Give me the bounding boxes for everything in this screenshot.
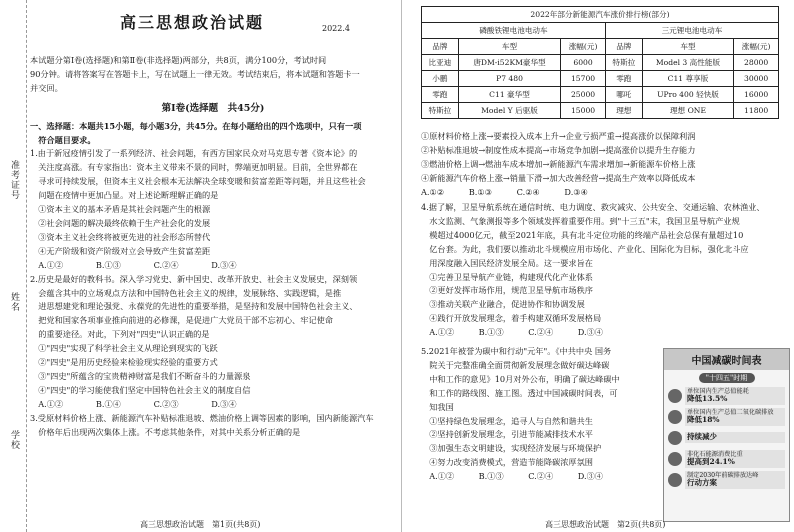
- table-group-lfp: 磷酸铁锂电池电动车: [422, 23, 606, 39]
- q4-line: 水文监测、气象测报等多个领域发挥着重要作用。到"十三五"末，我国卫星导航产业规: [421, 215, 740, 226]
- timeline-item: [668, 470, 785, 489]
- wind-turbine-icon: [668, 452, 682, 466]
- question-2: [30, 273, 396, 412]
- table-cell: 比亚迪: [422, 55, 459, 71]
- timeline-item-text: 单位国内生产总值二氧化碳排放: [687, 408, 774, 416]
- q5-line: 知我国: [421, 401, 454, 412]
- question-5: [421, 345, 666, 484]
- carbon-timeline-figure: [663, 348, 790, 522]
- q4-line: 亿台套。为此，我们要以推动北斗规模应用市场化、产业化、国际化为目标，强化北斗应: [421, 243, 749, 254]
- q5-line: 中和工作的意见》10月对外公布，明确了碳达峰碳中: [421, 373, 620, 384]
- timeline-item: [668, 449, 785, 468]
- timeline-item-value: 降低18%: [687, 415, 720, 424]
- q2-line: 的重要途径。对此，下列对"四史"认识正确的是: [30, 329, 210, 340]
- table-group-ncm: 三元锂电池电动车: [605, 23, 778, 39]
- table-header: 品牌: [422, 39, 459, 55]
- instruction-line: 符合题目要求。: [30, 134, 96, 145]
- timeline-title: 中国减碳时间表: [664, 349, 789, 370]
- table-cell: 理想 ONE: [642, 103, 734, 119]
- exam-date: 2022.4: [322, 24, 350, 33]
- school-label: 学校: [9, 430, 19, 450]
- table-cell: 哪吒: [605, 87, 642, 103]
- table-cell: Model 3 高性能版: [642, 55, 734, 71]
- table-cell: 零跑: [605, 71, 642, 87]
- table-header: 车型: [458, 39, 560, 55]
- q3-choices: A.①② B.①③ C.②④ D.③④: [421, 186, 588, 197]
- table-title: 2022年部分新能源汽车涨价排行榜(部分): [422, 7, 779, 23]
- table-cell: 11800: [734, 103, 779, 119]
- table-cell: C11 尊享版: [642, 71, 734, 87]
- table-cell: C11 豪华型: [458, 87, 560, 103]
- instruction-line: 一、选择题：本题共15小题，每小题3分，共45分。在每小题给出的四个选项中，只有一项: [30, 120, 362, 131]
- table-row: [422, 71, 779, 87]
- q2-option: ③"四史"所蕴含的宝贵精神财富是我们不断奋斗的力量源泉: [30, 370, 251, 381]
- timeline-item: [668, 407, 785, 426]
- q2-line: 把党和国家各项事业推向前进的必修课，是促进广大党员干部不忘初心、牢记使命: [30, 315, 333, 326]
- section-heading: 第Ⅰ卷(选择题 共45分): [161, 102, 265, 114]
- co2-icon: [668, 410, 682, 424]
- q1-line: 问题在疫情中更加凸显。对上述论断理解正确的是: [30, 190, 219, 201]
- q1-option: ④无产阶级和资产阶级对立会导致产生贫富差距: [30, 245, 211, 256]
- question-1: [30, 147, 396, 272]
- table-cell: P7 480: [458, 71, 560, 87]
- exam-page-2: [405, 0, 794, 532]
- table-header: 品牌: [605, 39, 642, 55]
- q3-option: ④新能源汽车价格上涨→销量下滑→加大改善经营→提高生产效率以降低成本: [421, 172, 696, 183]
- table-row: [422, 55, 779, 71]
- table-cell: 15000: [561, 103, 606, 119]
- q3-option: ①原材料价格上涨→要素投入成本上升→企业亏损严重→提高涨价以保障利润: [421, 131, 696, 141]
- q5-line: 5.2021年被誉为碳中和行动"元年"。《中共中央 国务: [421, 346, 612, 356]
- table-cell: UPro 400 轻快版: [642, 87, 734, 103]
- q4-line: 用深度融入国民经济发展全局。这一要求旨在: [421, 257, 593, 268]
- timeline-item-value: 降低13.5%: [687, 394, 728, 403]
- q2-option: ④"四史"的学习能使我们坚定中国特色社会主义的制度自信: [30, 384, 251, 395]
- exam-number-label: 准考证号: [9, 160, 19, 200]
- q5-option: ②坚持创新发展理念，引进节能减排技术水平: [421, 429, 593, 440]
- exam-body: [30, 54, 396, 439]
- q5-option: ③加强生态文明建设，实现经济发展与环境保护: [421, 443, 602, 454]
- cloud-icon: [668, 431, 682, 445]
- q4-option: ③推动关联产业融合，促进协作和协调发展: [421, 299, 585, 310]
- q1-line: 1.由于新冠疫情引发了一系列经济、社会问题，有西方国家民众对马克思专著《资本论》的: [30, 148, 358, 159]
- intro-line: 并交回。: [30, 82, 63, 93]
- timeline-item-value: 行动方案: [687, 478, 717, 487]
- timeline-item-value: 持续减少: [687, 432, 717, 442]
- timeline-item-text: 非化石能源消费比重: [687, 450, 743, 458]
- table-cell: 特斯拉: [422, 103, 459, 119]
- page-divider: [401, 0, 402, 532]
- q1-choices: A.①② B.①③ C.②④ D.③④: [30, 259, 237, 270]
- q5-option: ①坚持绿色发展理念，追寻人与自然和谐共生: [421, 415, 593, 426]
- page-footer: 高三思想政治试题 第2页(共8页): [545, 520, 666, 529]
- factory-icon: [668, 389, 682, 403]
- q5-choices: A.①② B.①③ C.②④ D.③④: [421, 471, 603, 482]
- q1-option: ①资本主义的基本矛盾是其社会问题产生的根源: [30, 204, 211, 215]
- q5-line: 和工作的路线图、施工图。透过中国减碳时间表，可: [421, 387, 618, 398]
- table-row: [422, 103, 779, 119]
- table-cell: 30000: [734, 71, 779, 87]
- question-4: [421, 201, 791, 340]
- q4-option: ④践行开放发展理念，着手构建双循环发展格局: [421, 313, 602, 324]
- timeline-period: "十四五"时期: [699, 373, 755, 383]
- intro-line: 90分钟。请将答案写在答题卡上，写在试题上一律无效。考试结束后，将本试题和答题卡一: [30, 68, 360, 79]
- binding-sidebar: [4, 0, 27, 532]
- table-cell: 28000: [734, 55, 779, 71]
- q4-line: 模超过4000亿元，截至2021年底，具有北斗定位功能的终端产品社会总保有量超过10: [421, 229, 744, 240]
- q5-line: 院关于完整准确全面贯彻新发展理念做好碳达峰碳: [421, 359, 610, 370]
- question-3-options: [421, 130, 791, 200]
- table-cell: 唐DM-i52KM豪华型: [458, 55, 560, 71]
- q1-option: ②社会问题的解决最终依赖于生产社会化的发展: [30, 217, 211, 228]
- table-cell: 零跑: [422, 87, 459, 103]
- q3-option: ②补贴标准退坡→制度性成本提高→市场竞争加剧→提高涨价以提升生存能力: [421, 144, 696, 155]
- q4-line: 4.据了解，卫星导航系统在通信时统、电力调度、救灾减灾、公共安全、交通运输、农林渔业、: [421, 202, 765, 212]
- table-row: [422, 87, 779, 103]
- ev-price-table: [421, 6, 779, 119]
- timeline-item-text: 单位国内生产总值能耗: [687, 387, 749, 395]
- q4-option: ①完善卫星导航产业链，构建现代化产业体系: [421, 271, 593, 282]
- intro-line: 本试题分第Ⅰ卷(选择题)和第Ⅱ卷(非选择题)两部分，共8页，满分100分，考试时间: [30, 55, 327, 65]
- q4-choices: A.①② B.①③ C.②④ D.③④: [421, 327, 603, 338]
- table-header: 车型: [642, 39, 734, 55]
- table-cell: 小鹏: [422, 71, 459, 87]
- table-header: 涨幅(元): [734, 39, 779, 55]
- q5-option: ④努力改变消费模式，营造节能降碳浓厚氛围: [421, 457, 593, 468]
- question-3-start: [30, 412, 396, 440]
- q4-option: ②更好发挥市场作用，规范卫星导航市场秩序: [421, 285, 593, 296]
- q2-line: 会蕴含其中的立场观点方法和中国特色社会主义的规律，发展脉络、实践逻辑，是推: [30, 287, 342, 298]
- q3-option: ③燃油价格上调→燃油车成本增加→新能源汽车需求增加→新能源车价格上涨: [421, 158, 696, 169]
- name-label: 姓名: [9, 292, 19, 312]
- table-cell: 理想: [605, 103, 642, 119]
- table-cell: 6000: [561, 55, 606, 71]
- q1-option: ③资本主义社会终将被更先进的社会形态所替代: [30, 231, 211, 242]
- table-cell: Model Y 后驱版: [458, 103, 560, 119]
- document-icon: [668, 473, 682, 487]
- q2-choices: A.①② B.①④ C.②③ D.③④: [30, 398, 237, 409]
- table-header-row: [422, 39, 779, 55]
- timeline-item: [668, 386, 785, 405]
- exam-title: 高三思想政治试题: [120, 13, 265, 32]
- q2-option: ②"四史"是用历史经验来检验现实经验的重要方式: [30, 357, 218, 368]
- table-cell: 特斯拉: [605, 55, 642, 71]
- table-cell: 25000: [561, 87, 606, 103]
- timeline-item-value: 提高到24.1%: [687, 457, 735, 466]
- q1-line: 关注度高涨。有专家指出：资本主义带来不景的同时，弊端更加明显。目前，全世界都在: [30, 162, 358, 173]
- page-footer: 高三思想政治试题 第1页(共8页): [140, 520, 261, 529]
- timeline-item: [668, 428, 785, 447]
- q2-line: 进思想建党和理论强党、永葆党的先进性的重要举措，是坚持和发展中国特色社会主义、: [30, 301, 358, 312]
- table-cell: 16000: [734, 87, 779, 103]
- q2-option: ①"四史"实现了科学社会主义从理论到现实的飞跃: [30, 343, 218, 354]
- q2-line: 2.历史是最好的教科书。深入学习党史、新中国史、改革开放史、社会主义发展史，深刻领: [30, 273, 358, 284]
- timeline-item-text: 制定2030年前碳排放达峰: [687, 471, 759, 479]
- q3-line: 价格年后出现两次集体上涨。不考虑其他条件，对其中关系分析正确的是: [30, 426, 301, 437]
- q1-line: 寻求可持续发展，但资本主义社会根本无法解决全球变暖和贫富差距等问题，并且这些社会: [30, 176, 366, 187]
- table-header: 涨幅(元): [561, 39, 606, 55]
- table-cell: 15700: [561, 71, 606, 87]
- q3-line: 3.受原材料价格上涨、新能源汽车补贴标准退坡、燃油价格上调等因素的影响，国内新能源汽车: [30, 412, 374, 423]
